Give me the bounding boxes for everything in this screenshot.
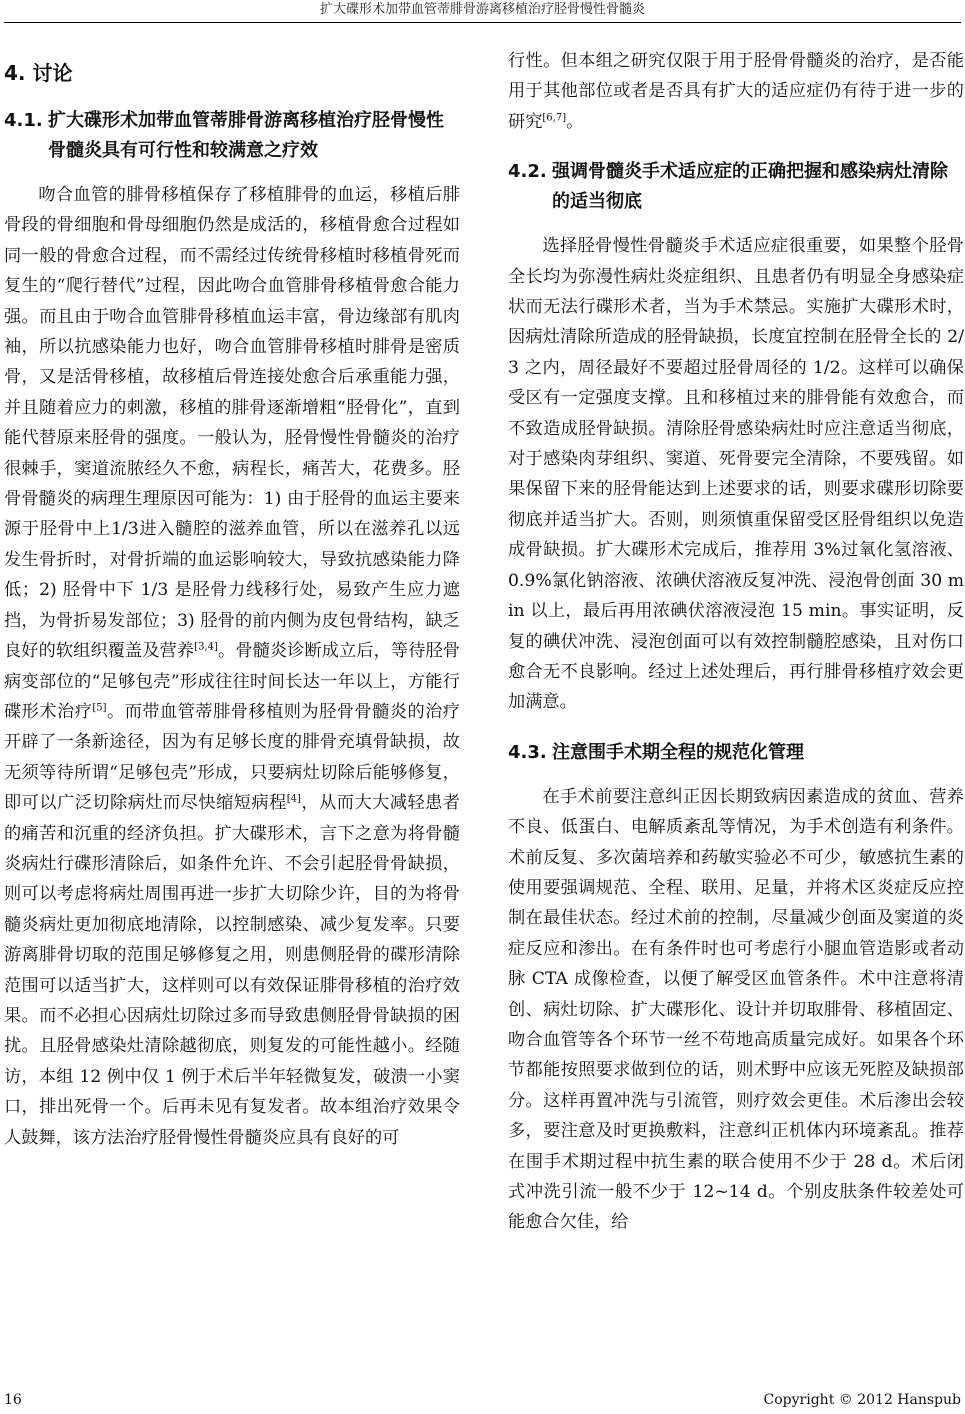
citation[interactable]: [4] xyxy=(286,793,301,805)
section-4-3-paragraph: 在手术前要注意纠正因长期致病因素造成的贫血、营养不良、低蛋白、电解质紊乱等情况，为手术创造有利条件。术前反复、多次菌培养和药敏实验必不可少，敏感抗生素的使用要强调规范、全程、联用、足量，并将术区炎症反应控制在最佳状态。经过术前的控制，尽量减少创面及窦道的炎症反应和渗出。在有条件时也可考虑行小腿血管造影或者动脉 CTA 成像检查，以便了解受区血管条件。术中注意将清创、病灶切除、扩大碟形化、设计并切取腓骨、移植固定、吻合血管等各个环节一丝不苟地高质量完成好。如果各个环节都能按照要求做到位的话，则术野中应该无死腔及缺损部分。这样再置冲洗与引流管，则疗效会更佳。术后渗出会较多，要注意及时更换敷料，注意纠正机体内环境紊乱。推荐在围手术期过程中抗生素的联合使用不少于 28 d。术后闭式冲洗引流一般不少于 12~14 d。个别皮肤条件较差处可能愈合欠佳，给 xyxy=(508,786,964,1233)
citation[interactable]: [5] xyxy=(92,702,107,714)
citation[interactable]: [6,7] xyxy=(542,112,567,124)
copyright-notice: Copyright © 2012 Hanspub xyxy=(763,1392,961,1408)
section-4-3-title: 注意围手术期全程的规范化管理 xyxy=(552,741,804,763)
section-4-3-number: 4.3. xyxy=(508,741,547,763)
paragraph-text: 。 xyxy=(566,111,584,132)
right-column xyxy=(508,46,964,1258)
section-4-number: 4. xyxy=(4,61,26,85)
paragraph-text: ，从而大大减轻患者的痛苦和沉重的经济负担。扩大碟形术，言下之意为将骨髓炎病灶行碟形清除后，如条件允许、不会引起胫骨骨缺损，则可以考虑将病灶周围再进一步扩大切除少许，目的为将骨髓炎病灶更加彻底地清除，以控制感染、减少复发率。只要游离腓骨切取的范围足够修复之用，则患侧胫骨的碟形清除范围可以适当扩大，这样则可以有效保证腓骨移植的治疗效果。而不必担心因病灶切除过多而导致患侧胫骨骨缺损的困扰。且胫骨感染灶清除越彻底，则复发的可能性越小。经随访，本组 12 例中仅 1 例于术后半年轻微复发，破溃一小窦口，排出死骨一个。后再未见有复发者。故本组治疗效果令人鼓舞，该方法治疗胫骨慢性骨髓炎应具有良好的可 xyxy=(4,793,460,1148)
section-4-1-heading xyxy=(4,106,460,166)
section-4-2-heading xyxy=(508,157,964,217)
section-4-2-number: 4.2. xyxy=(508,161,547,183)
section-4-1-paragraph xyxy=(4,180,460,1153)
section-4-title: 讨论 xyxy=(32,61,73,85)
paragraph-text: 。骨髓炎诊断成立后，等待胫骨病变部位的“足够包壳”形成往往时间长达一年以上，方能行碟形术治疗 xyxy=(4,641,460,722)
citation[interactable]: [3,4] xyxy=(194,641,218,653)
section-4-1-number: 4.1. xyxy=(4,110,43,131)
section-4-2-title: 强调骨髓炎手术适应症的正确把握和感染病灶清除的适当彻底 xyxy=(552,161,948,213)
paragraph-text: 。而带血管蒂腓骨移植则为胫骨骨髓炎的治疗开辟了一条新途径，因为有足够长度的腓骨充填骨缺损，故无须等待所谓“足够包壳”形成，只要病灶切除后能够修复，即可以广泛切除病灶而尽快缩短病程 xyxy=(4,701,460,814)
paragraph-text: 吻合血管的腓骨移植保存了移植腓骨的血运，移植后腓骨段的骨细胞和骨母细胞仍然是成活的，移植骨愈合过程如同一般的骨愈合过程，而不需经过传统骨移植时移植骨死而复生的“爬行替代”过程，因此吻合血管腓骨移植骨愈合能力强。而且由于吻合血管腓骨移植血运丰富，骨边缘部有肌肉袖，所以抗感染能力也好，吻合血管腓骨移植时腓骨是密质骨，又是活骨移植，故移植后骨连接处愈合后承重能力强，并且随着应力的刺激，移植的腓骨逐渐增粗“胫骨化”，直到能代替原来胫骨的强度。一般认为，胫骨慢性骨髓炎的治疗很棘手，窦道流脓经久不愈，病程长，痛苦大，花费多。胫骨骨髓炎的病理生理原因可能为：1) 由于胫骨的血运主要来源于胫骨中上1/3进入髓腔的滋养血管，所以在滋养孔以远发生骨折时，对骨折端的血运影响较大，导致抗感染能力降低；2) 胫骨中下 1/3 是胫骨力线移行处，易致产生应力遮挡，为骨折易发部位；3) 胫骨的前内侧为皮包骨结构，缺乏良好的软组织覆盖及营养 xyxy=(4,185,460,662)
section-4-heading xyxy=(4,56,460,90)
section-4-3-heading xyxy=(508,738,964,768)
left-column xyxy=(4,46,460,1173)
page-number: 16 xyxy=(4,1392,22,1408)
paragraph-text: 行性。但本组之研究仅限于用于胫骨骨髓炎的治疗，是否能用于其他部位或者是否具有扩大的适应症仍有待于进一步的研究 xyxy=(508,51,964,132)
continued-paragraph xyxy=(508,46,964,137)
header-rule xyxy=(4,22,961,23)
running-header: 扩大碟形术加带血管蒂腓骨游离移植治疗胫骨慢性骨髓炎 xyxy=(319,2,645,17)
section-4-1-title: 扩大碟形术加带血管蒂腓骨游离移植治疗胫骨慢性骨髓炎具有可行性和较满意之疗效 xyxy=(48,110,444,161)
section-4-2-paragraph: 选择胫骨慢性骨髓炎手术适应症很重要，如果整个胫骨全长均为弥漫性病灶炎症组织、且患者仍有明显全身感染症状而无法行碟形术者，当为手术禁忌。实施扩大碟形术时，因病灶清除所造成的胫骨缺损，长度宜控制在胫骨全长的 2/3 之内，周径最好不要超过胫骨周径的 1/2。这样可以确保受区有一定强度支撑。且和移植过来的腓骨能有效愈合，而不致造成胫骨缺损。清除胫骨感染病灶时应注意适当彻底，对于感染肉芽组织、窦道、死骨要完全清除，不要残留。如果保留下来的胫骨能达到上述要求的话，则要求碟形切除要彻底并适当扩大。否则，则须慎重保留受区胫骨组织以免造成骨缺损。扩大碟形术完成后，推荐用 3%过氧化氢溶液、0.9%氯化钠溶液、浓碘伏溶液反复冲洗、浸泡骨创面 30 min 以上，最后再用浓碘伏溶液浸泡 15 min。事实证明，反复的碘伏冲洗、浸泡创面可以有效控制髓腔感染，且对伤口愈合无不良影响。经过上述处理后，再行腓骨移植疗效会更加满意。 xyxy=(508,236,964,713)
